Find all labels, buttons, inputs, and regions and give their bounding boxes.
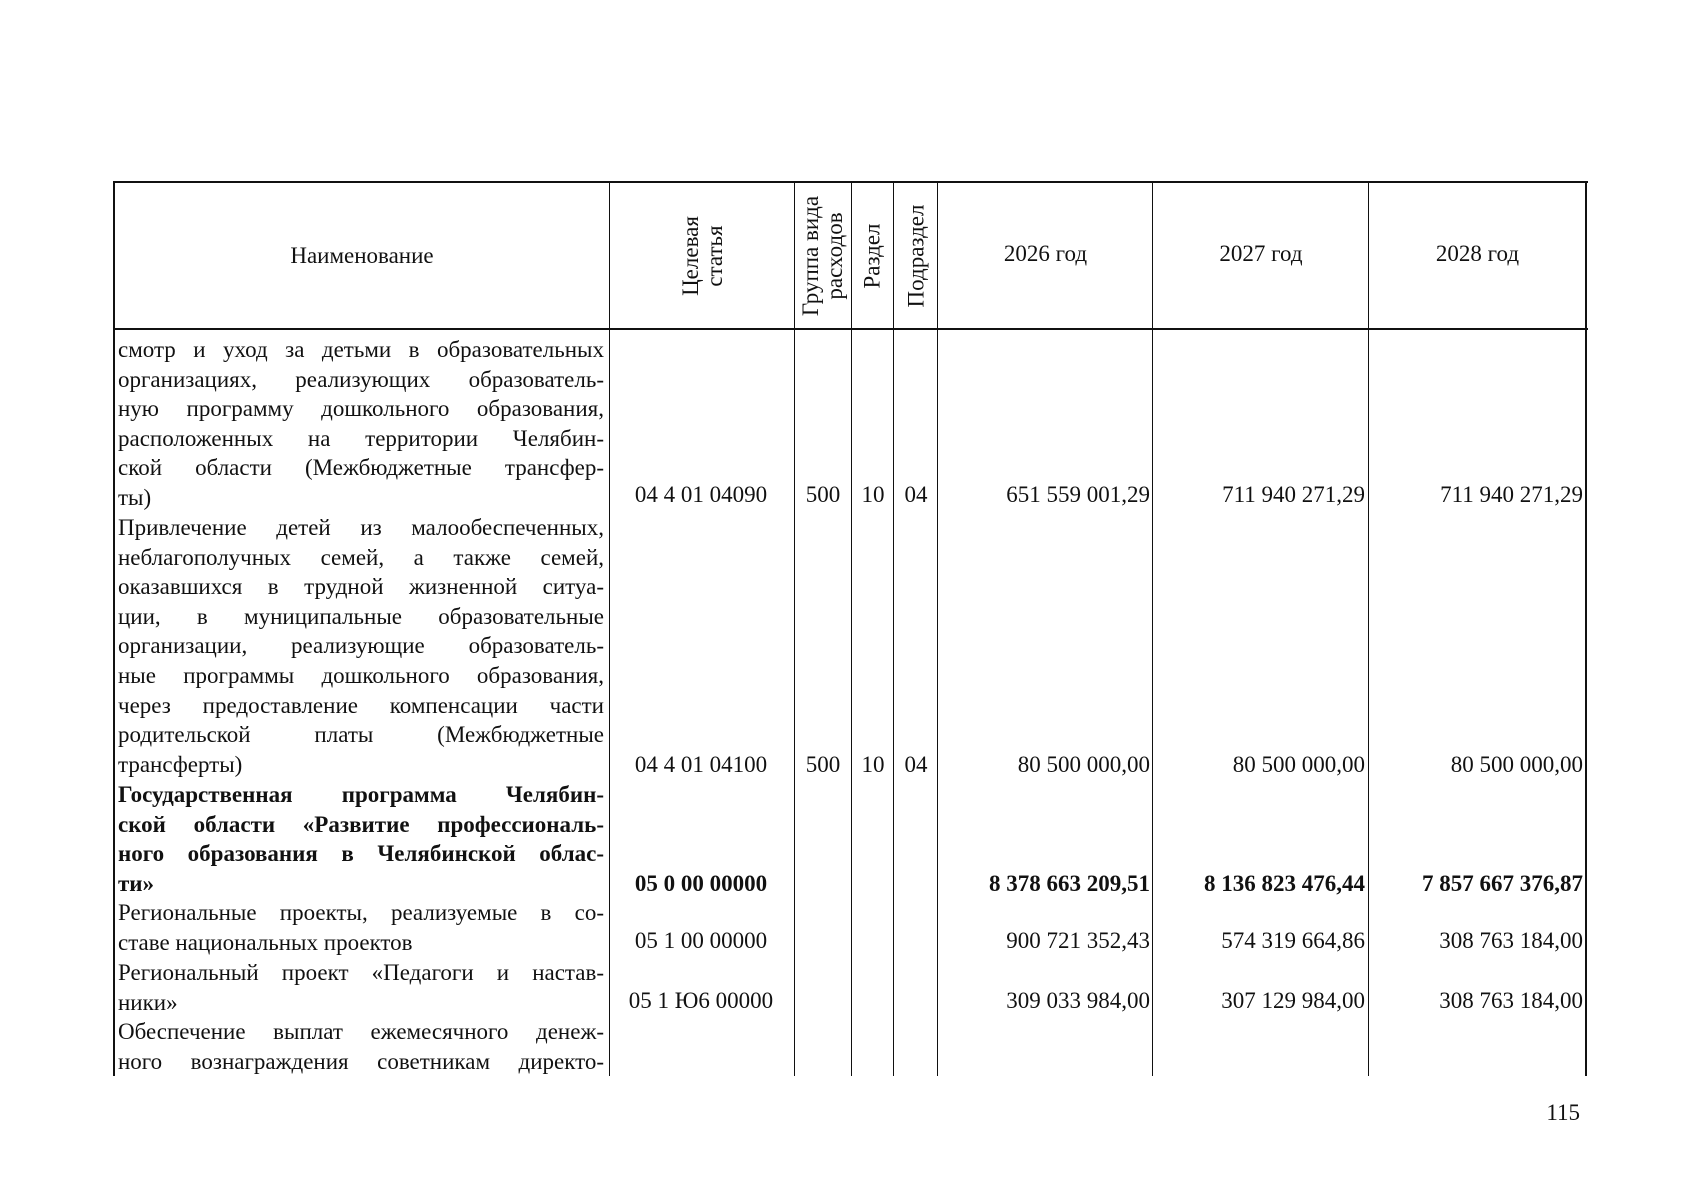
row-name-line: ставе национальных проектов (118, 929, 413, 955)
table-right-border (1585, 181, 1587, 1076)
row-section: 10 (861, 752, 885, 777)
header-subsection (895, 183, 937, 328)
row-name-line: организациях, реализующих образователь- (118, 366, 604, 392)
column-divider (609, 181, 610, 1076)
row-name-line: ного образования в Челябинской облас- (118, 841, 604, 867)
row-name-line: трансферты) (118, 751, 243, 777)
row-amount-2027: 8 136 823 476,44 (1204, 871, 1365, 896)
row-amount-2027: 574 319 664,86 (1221, 928, 1365, 953)
row-amount-2027: 307 129 984,00 (1221, 988, 1365, 1013)
row-name-line: ного вознаграждения советникам директо- (118, 1048, 604, 1074)
row-name (118, 335, 604, 513)
row-amount-2028: 80 500 000,00 (1450, 752, 1583, 777)
row-amount-2026: 80 500 000,00 (1017, 752, 1150, 777)
header-name-text: Наименование (290, 242, 434, 268)
row-name-line: организации, реализующие образователь- (118, 633, 604, 659)
row-name (118, 1017, 604, 1076)
row-name-line: ции, в муниципальные образовательные (118, 603, 604, 629)
header-year-2026 (939, 183, 1152, 328)
column-divider (851, 181, 852, 1076)
row-name-line: Обеспечение выплат ежемесячного денеж- (118, 1019, 604, 1044)
header-target-article-text (678, 216, 726, 296)
header-section (853, 183, 893, 328)
column-divider (794, 181, 795, 1076)
row-name (118, 898, 604, 957)
header-target-article (611, 183, 794, 328)
row-amount-2028: 7 857 667 376,87 (1422, 871, 1583, 896)
row-amount-2028: 308 763 184,00 (1439, 988, 1583, 1013)
header-target-article-line2: статья (701, 224, 727, 287)
row-subsection: 04 (904, 752, 928, 777)
page-number: 115 (1546, 1100, 1580, 1125)
row-amount-2026: 8 378 663 209,51 (989, 871, 1150, 896)
row-group: 500 (805, 752, 841, 777)
row-name-line: смотр и уход за детьми в образовательных (118, 337, 604, 362)
row-name (118, 780, 604, 898)
row-amount-2027: 711 940 271,29 (1222, 482, 1365, 507)
row-amount-2026: 900 721 352,43 (1006, 928, 1150, 953)
row-name (118, 513, 604, 779)
column-divider (1152, 181, 1153, 1076)
row-group: 500 (805, 482, 841, 507)
row-name-line: расположенных на территории Челябин- (118, 425, 604, 451)
row-name (118, 958, 604, 1017)
column-divider (937, 181, 938, 1076)
row-name-line: ную программу дошкольного образования, (118, 396, 604, 422)
row-amount-2026: 309 033 984,00 (1006, 988, 1150, 1013)
header-expense-group-text (800, 195, 848, 315)
header-target-article-line1: Целевая (677, 215, 703, 296)
row-name-line: Государственная программа Челябин- (118, 782, 604, 807)
row-name-line: ти» (118, 870, 155, 896)
row-code: 05 1 Ю6 00000 (628, 988, 774, 1013)
row-code: 05 1 00 00000 (634, 928, 768, 953)
header-expense-group-line2: расходов (822, 211, 848, 300)
row-name-line: Привлечение детей из малообеспеченных, (118, 515, 604, 540)
row-name-line: ской области (Межбюджетные трансфер- (118, 455, 604, 481)
row-name-line: ные программы дошкольного образования, (118, 662, 604, 688)
row-name-line: оказавшихся в трудной жизненной ситуа- (118, 574, 604, 600)
header-year-2027 (1154, 183, 1368, 328)
header-expense-group-line1: Группа вида (798, 195, 824, 316)
header-year-2028-text: 2028 год (1435, 241, 1520, 266)
header-expense-group (796, 183, 851, 328)
row-code: 04 4 01 04100 (634, 752, 768, 777)
row-name-line: неблагополучных семей, а также семей, (118, 544, 604, 570)
row-section: 10 (861, 482, 885, 507)
row-name-line: ской области «Развитие профессиональ- (118, 811, 604, 837)
row-name-line: ники» (118, 989, 178, 1015)
header-year-2028 (1370, 183, 1585, 328)
row-name-line: родительской платы (Межбюджетные (118, 722, 604, 748)
row-name-line: Региональный проект «Педагоги и настав- (118, 960, 604, 985)
row-code: 05 0 00 00000 (634, 871, 768, 896)
column-divider (893, 181, 894, 1076)
row-name-line: Региональные проекты, реализуемые в со- (118, 900, 604, 925)
row-subsection: 04 (904, 482, 928, 507)
row-amount-2027: 80 500 000,00 (1232, 752, 1365, 777)
header-section-text: Раздел (860, 222, 885, 289)
row-name-line: ты) (118, 484, 152, 510)
header-name (115, 183, 609, 328)
row-name-line: через предоставление компенсации части (118, 692, 604, 718)
row-amount-2028: 711 940 271,29 (1440, 482, 1583, 507)
header-subsection-text: Подраздел (903, 204, 929, 307)
header-year-2027-text: 2027 год (1219, 241, 1303, 266)
header-year-2026-text: 2026 год (1003, 241, 1088, 266)
row-amount-2028: 308 763 184,00 (1439, 928, 1583, 953)
column-divider (1368, 181, 1369, 1076)
row-code: 04 4 01 04090 (634, 482, 768, 507)
row-amount-2026: 651 559 001,29 (1006, 482, 1150, 507)
